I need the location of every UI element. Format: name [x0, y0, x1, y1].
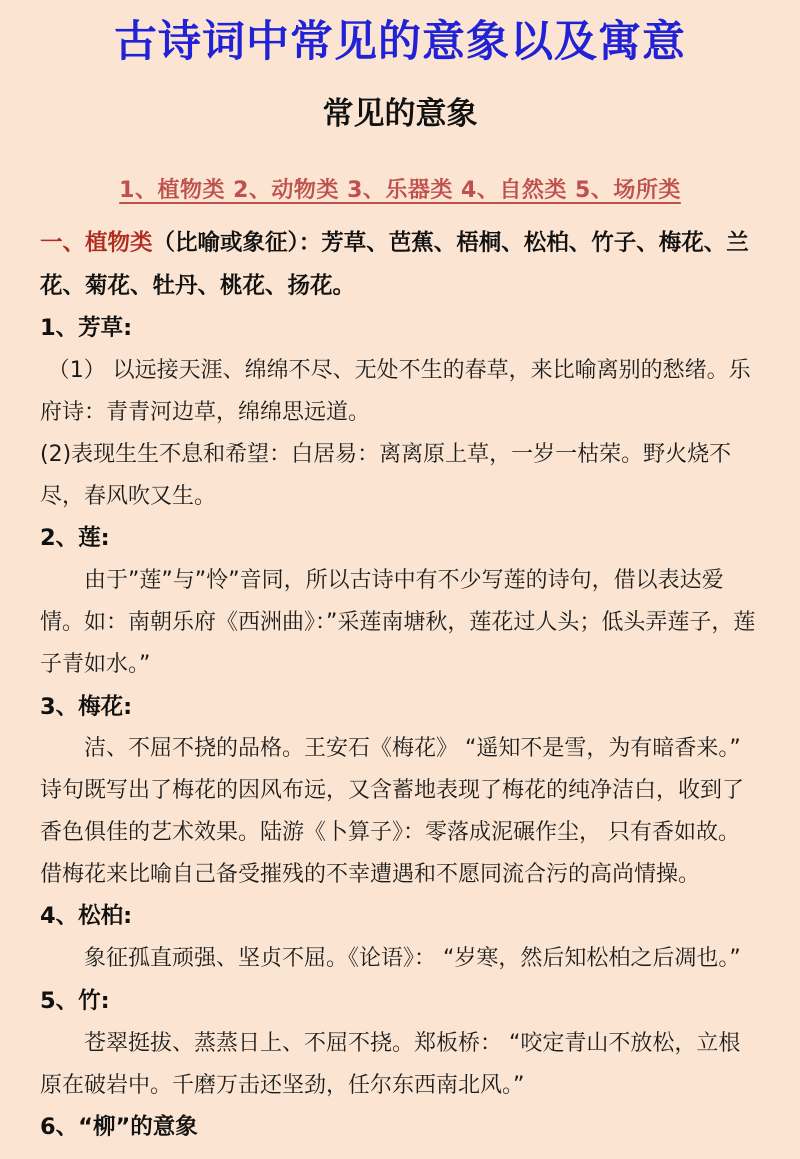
item-para: 象征孤直顽强、坚贞不屈。《论语》： “岁寒，然后知松柏之后凋也。”	[84, 946, 741, 972]
category-index-text: 1、植物类 2、动物类 3、乐器类 4、自然类 5、场所类	[119, 177, 681, 203]
item-heading-songbai: 4、松柏:	[40, 903, 133, 930]
item-heading-fangcao: 1、芳草:	[40, 315, 133, 342]
item-heading-liu: 6、“柳”的意象	[40, 1114, 198, 1141]
section-intro-rest: （比喻或象征）：芳草、芭蕉、梧桐、松柏、竹子、梅花、兰花、菊花、牡丹、桃花、扬花。	[40, 229, 749, 299]
item-heading-zhu: 5、竹:	[40, 988, 110, 1014]
category-index	[40, 173, 760, 204]
item-para: (2)表现生生不息和希望：白居易：离离原上草，一岁一枯荣。野火烧不尽，春风吹又生。	[40, 441, 732, 509]
item-para: 苍翠挺拔、蒸蒸日上、不屈不挠。郑板桥： “咬定青山不放松，立根原在破岩中。千磨万击还坚劲，任尔东西南北风。”	[40, 1030, 741, 1098]
page-title: 古诗词中常见的意象以及寓意	[114, 17, 686, 67]
section-heading: 一、植物类	[40, 229, 153, 256]
item-para: （1） 以远接天涯、绵绵不尽、无处不生的春草，来比喻离别的愁绪。乐府诗：青青河边草，绵绵思远道。	[40, 358, 751, 425]
item-heading-meihua: 3、梅花:	[40, 693, 133, 720]
item-para: 洁、不屈不挠的品格。王安石《梅花》 “遥知不是雪，为有暗香来。”诗句既写出了梅花的因风布远，又含蓄地表现了梅花的纯净洁白，收到了香色俱佳的艺术效果。陆游《卜算子》：零落成泥碾作尘， 只有香如故。借梅花来比喻自己备受摧残的不幸遭遇和不愿同流合污的高尚情操。	[40, 736, 745, 887]
section-intro	[40, 222, 760, 308]
item-para: 由于”莲”与”怜”音同，所以古诗中有不少写莲的诗句，借以表达爱情。如：南朝乐府《西洲曲》：”采莲南塘秋，莲花过人头；低头弄莲子，莲子青如水。”	[40, 568, 756, 677]
page-subtitle: 常见的意象	[322, 95, 478, 132]
item-heading-lian: 2、莲:	[40, 525, 110, 552]
